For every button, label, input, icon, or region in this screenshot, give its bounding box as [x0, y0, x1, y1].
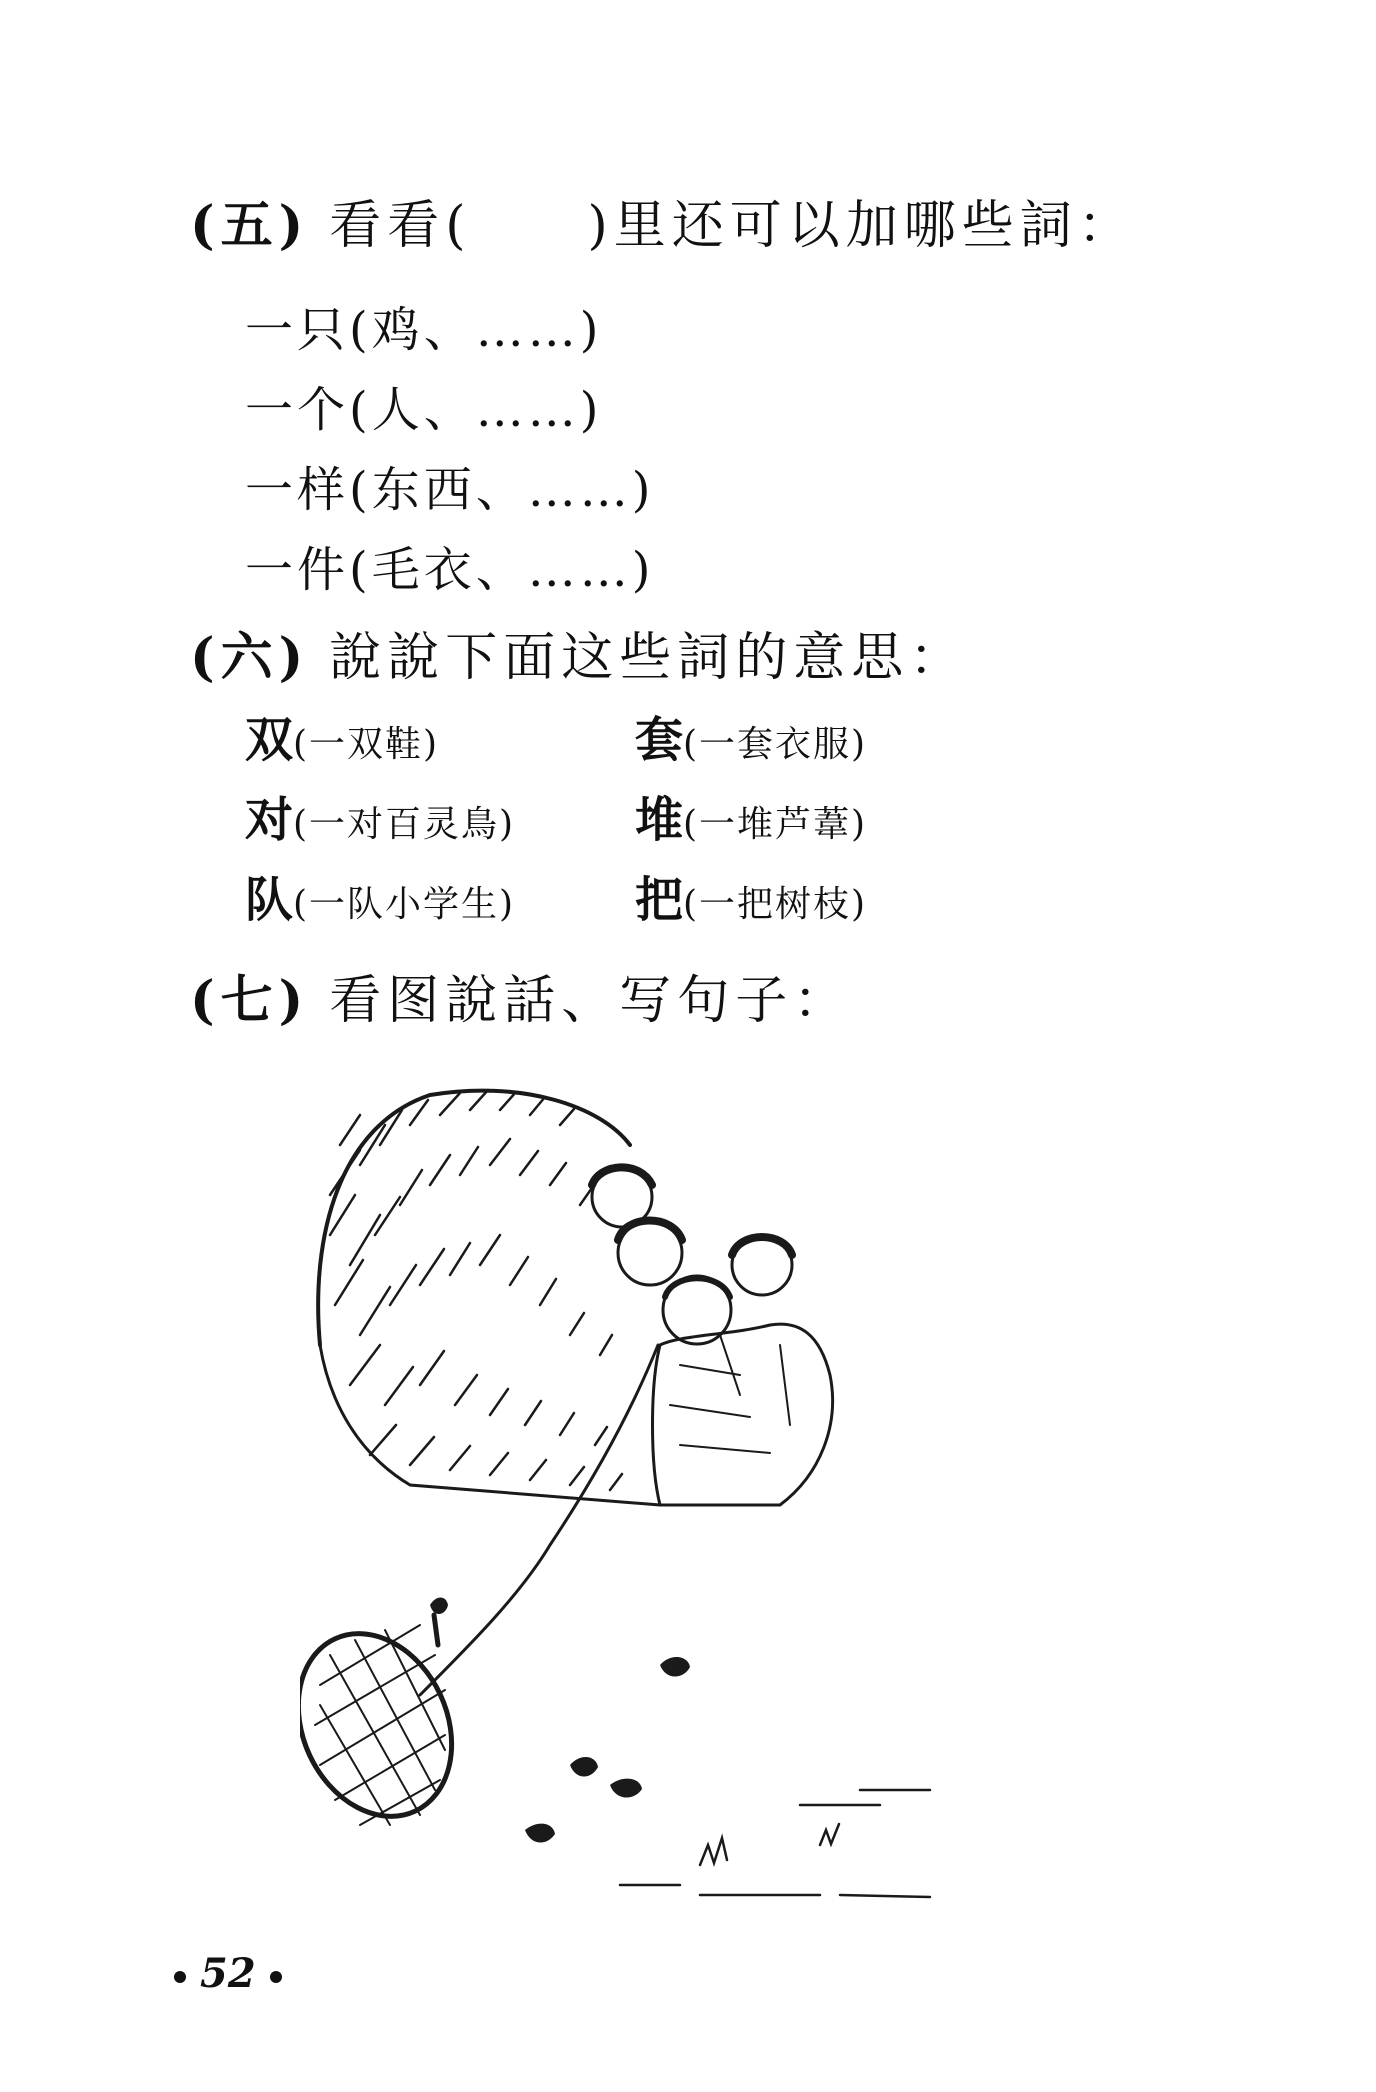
sparrow	[525, 1824, 555, 1843]
word-entry	[245, 712, 635, 768]
measure-word: 一样	[245, 462, 350, 518]
example-text: (一对百灵鳥)	[293, 804, 516, 845]
sparrow	[570, 1757, 598, 1777]
ground-lines	[620, 1790, 930, 1897]
example-text: (毛衣、……)	[349, 542, 655, 598]
sparrow-on-basket	[430, 1598, 448, 1615]
basket-weave	[315, 1625, 445, 1825]
example-text: (东西、……)	[349, 462, 655, 518]
measure-word: 一个	[245, 382, 350, 438]
section-5-number: (五)	[190, 195, 310, 256]
measure-word: 一只	[245, 302, 350, 358]
measure-word: 双	[245, 712, 294, 768]
section-5-heading	[190, 195, 1136, 256]
prop-stick	[434, 1615, 438, 1645]
example-text: (一队小学生)	[293, 884, 516, 925]
example-text: (人、……)	[349, 382, 603, 438]
list-item	[245, 530, 654, 610]
measure-word: 堆	[635, 792, 684, 848]
word-entry	[245, 792, 635, 848]
children-group	[592, 1167, 833, 1505]
page-number	[160, 1950, 296, 1997]
list-item	[245, 370, 654, 450]
illustration-children-bird-trap	[300, 1085, 1000, 1915]
bullet-dot	[270, 1971, 282, 1983]
section-6-heading	[190, 627, 968, 688]
section-6-number: (六)	[190, 627, 310, 688]
bullet-dot	[174, 1971, 186, 1983]
measure-word: 对	[245, 792, 294, 848]
example-text: (一堆芦葦)	[683, 804, 868, 845]
section-7-number: (七)	[190, 970, 310, 1031]
word-entry	[245, 872, 635, 928]
measure-word: 队	[245, 872, 294, 928]
section-7-heading	[190, 970, 852, 1031]
sparrow	[660, 1657, 690, 1677]
section-5-list	[245, 290, 654, 610]
sparrow	[610, 1779, 642, 1798]
example-text: (一把树枝)	[683, 884, 868, 925]
example-text: (一双鞋)	[293, 724, 440, 765]
haystack-base	[320, 1345, 660, 1505]
haystack-hatching	[330, 1090, 622, 1490]
sparrows	[430, 1598, 690, 1843]
measure-word: 一件	[245, 542, 350, 598]
example-text: (一套衣服)	[683, 724, 868, 765]
example-text: (鸡、……)	[349, 302, 603, 358]
haystack-outline	[318, 1091, 630, 1345]
list-item	[245, 290, 654, 370]
measure-word: 把	[635, 872, 684, 928]
word-entry	[635, 872, 965, 928]
word-entry	[635, 712, 965, 768]
section-5-title: 看看( )里还可以加哪些詞：	[329, 196, 1136, 256]
list-item	[245, 450, 654, 530]
page-number-value: 52	[200, 1950, 256, 1997]
section-7-title: 看图說話、写句子：	[329, 971, 852, 1031]
pull-string	[420, 1345, 658, 1695]
section-6-title: 說說下面这些詞的意思：	[329, 628, 968, 688]
measure-word: 套	[635, 712, 684, 768]
word-entry	[635, 792, 965, 848]
section-6-grid	[245, 712, 965, 928]
